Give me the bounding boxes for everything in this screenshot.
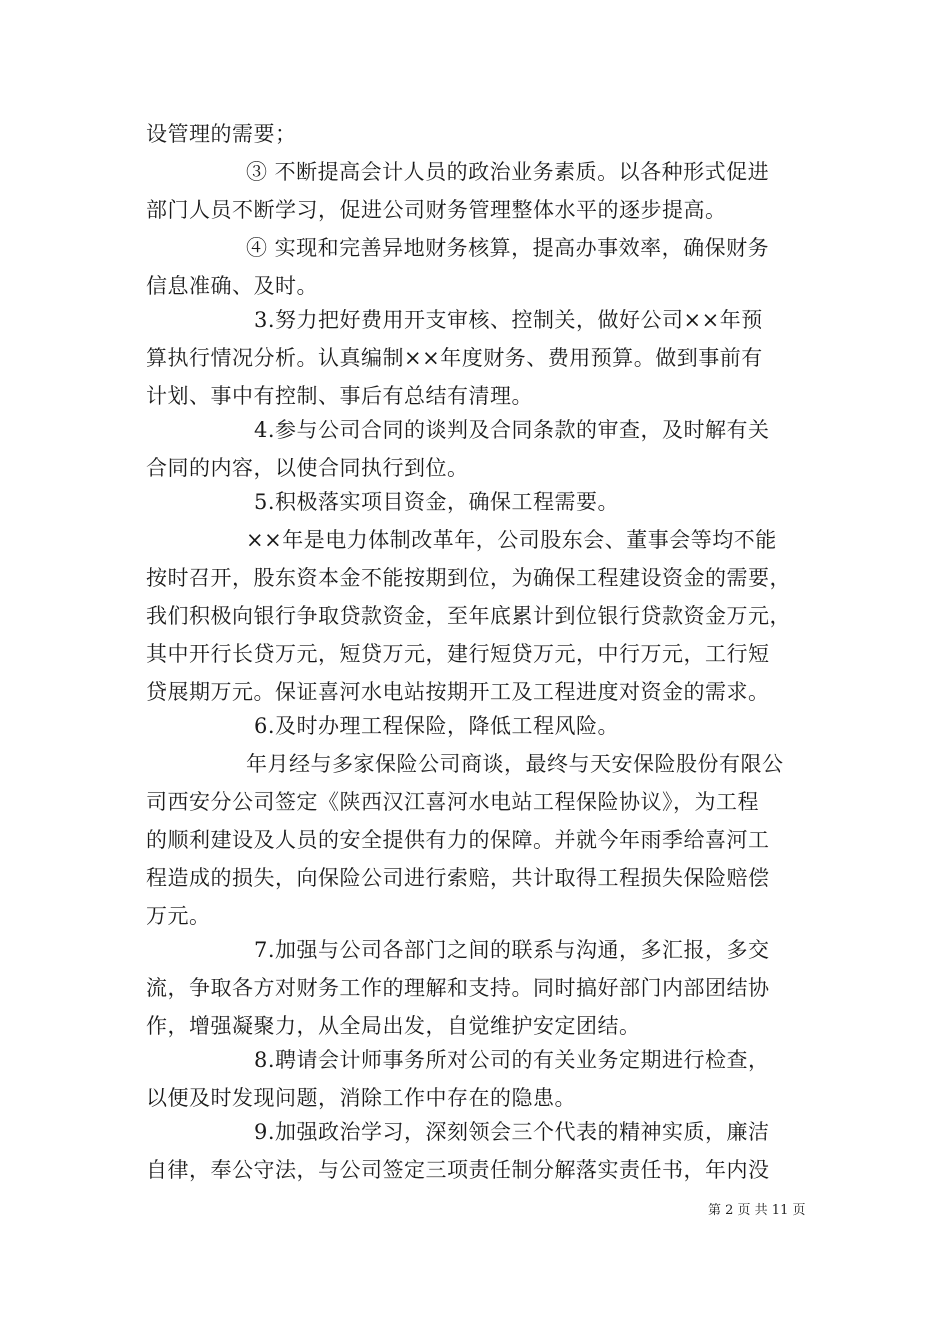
text-line: 其中开行长贷万元，短贷万元，建行短贷万元，中行万元，工行短 (146, 642, 770, 666)
text-line: 司西安分公司签定《陕西汉江喜河水电站工程保险协议》，为工程 (146, 790, 759, 814)
text-line: 合同的内容，以使合同执行到位。 (146, 456, 469, 480)
text-line: 自律，奉公守法，与公司签定三项责任制分解落实责任书，年内没 (146, 1158, 770, 1182)
text-line: 流，争取各方对财务工作的理解和支持。同时搞好部门内部团结协 (146, 976, 770, 1000)
text-line: 程造成的损失，向保险公司进行索赔，共计取得工程损失保险赔偿 (146, 866, 770, 890)
text-line: 部门人员不断学习，促进公司财务管理整体水平的逐步提高。 (146, 198, 727, 222)
text-line: 7.加强与公司各部门之间的联系与沟通，多汇报，多交 (254, 938, 770, 962)
text-line: 作，增强凝聚力，从全局出发，自觉维护安定团结。 (146, 1014, 641, 1038)
text-line: 贷展期万元。保证喜河水电站按期开工及工程进度对资金的需求。 (146, 680, 770, 704)
text-line: 9.加强政治学习，深刻领会三个代表的精神实质，廉洁 (254, 1120, 770, 1144)
text-line: 的顺利建设及人员的安全提供有力的保障。并就今年雨季给喜河工 (146, 828, 770, 852)
text-line: ④ 实现和完善异地财务核算，提高办事效率，确保财务 (246, 236, 770, 260)
text-line: 我们积极向银行争取贷款资金，至年底累计到位银行贷款资金万元， (146, 604, 791, 628)
text-line: 计划、事中有控制、事后有总结有清理。 (146, 384, 533, 408)
text-line: 按时召开，股东资本金不能按期到位，为确保工程建设资金的需要， (146, 566, 791, 590)
text-line: 年月经与多家保险公司商谈，最终与天安保险股份有限公 (246, 752, 784, 776)
text-line: 算执行情况分析。认真编制××年度财务、费用预算。做到事前有 (146, 346, 763, 370)
text-line: ××年是电力体制改革年，公司股东会、董事会等均不能 (246, 528, 777, 552)
text-line: 设管理的需要； (146, 122, 297, 146)
text-line: 信息准确、及时。 (146, 274, 318, 298)
text-line: 6.及时办理工程保险，降低工程风险。 (254, 714, 620, 738)
text-line: 8.聘请会计师事务所对公司的有关业务定期进行检查， (254, 1048, 770, 1072)
text-line: 万元。 (146, 904, 211, 928)
text-line: 以便及时发现问题，消除工作中存在的隐患。 (146, 1086, 576, 1110)
page-number-footer: 第 2 页 共 11 页 (708, 1203, 806, 1218)
text-line: 3.努力把好费用开支审核、控制关，做好公司××年预 (254, 308, 763, 332)
text-line: 4.参与公司合同的谈判及合同条款的审查，及时解有关 (254, 418, 770, 442)
text-line: ③ 不断提高会计人员的政治业务素质。以各种形式促进 (246, 160, 770, 184)
text-line: 5.积极落实项目资金，确保工程需要。 (254, 490, 620, 514)
